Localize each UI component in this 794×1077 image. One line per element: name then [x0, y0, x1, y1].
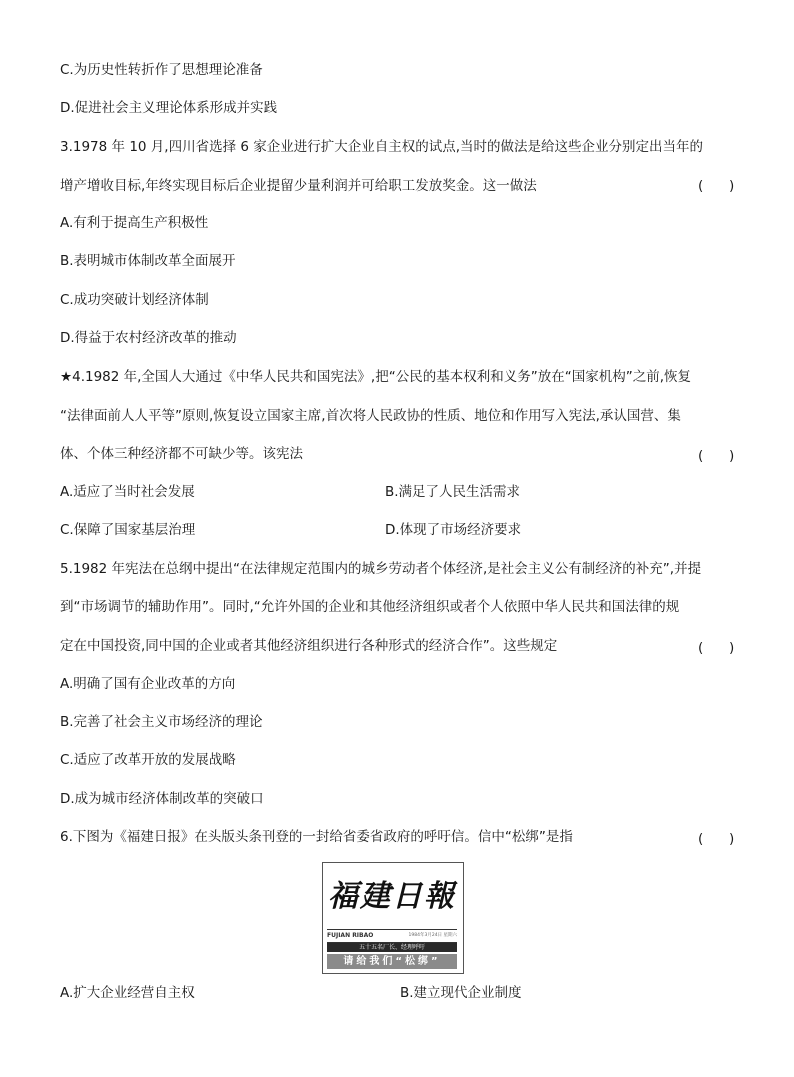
q6-stem-line-1: 6.下图为《福建日报》在头版头条刊登的一封给省委省政府的呼吁信。信中“松绑”是指 [60, 829, 573, 845]
q3-answer-paren: ( ) [698, 178, 735, 194]
newspaper-date: 1984年3月24日 星期六 [408, 933, 457, 938]
q4-answer-paren: ( ) [698, 448, 735, 464]
q6-option-b: B.建立现代企业制度 [400, 985, 522, 1001]
q3-option-b: B.表明城市体制改革全面展开 [60, 253, 236, 269]
newspaper-meta-bar [327, 929, 457, 943]
q3-stem-line-2: 增产增收目标,年终实现目标后企业提留少量利润并可给职工发放奖金。这一做法 [60, 178, 537, 194]
q3-stem-line-1: 3.1978 年 10 月,四川省选择 6 家企业进行扩大企业自主权的试点,当时的做法是给这些企业分别定出当年的 [60, 139, 704, 155]
q2-option-c: C.为历史性转折作了思想理论准备 [60, 62, 263, 78]
q4-stem-line-2: “法律面前人人平等”原则,恢复设立国家主席,首次将人民政协的性质、地位和作用写入宪法,承认国营、集 [60, 408, 681, 424]
q4-option-b: B.满足了人民生活需求 [385, 484, 521, 500]
q5-option-a: A.明确了国有企业改革的方向 [60, 676, 236, 692]
newspaper-subhead: 五十五名厂长、经理呼吁 [327, 943, 457, 952]
q5-option-c: C.适应了改革开放的发展战略 [60, 752, 236, 768]
newspaper-masthead: 福建日報 [328, 879, 456, 914]
newspaper-english-name: FUJIAN RIBAO [327, 932, 374, 939]
q3-option-c: C.成功突破计划经济体制 [60, 292, 209, 308]
q5-stem-line-3: 定在中国投资,同中国的企业或者其他经济组织进行各种形式的经济合作”。这些规定 [60, 638, 558, 654]
q2-option-d: D.促进社会主义理论体系形成并实践 [60, 100, 278, 116]
q5-stem-line-2: 到“市场调节的辅助作用”。同时,“允许外国的企业和其他经济组织或者个人依照中华人民共和国法律的规 [60, 599, 680, 615]
q4-option-c: C.保障了国家基层治理 [60, 522, 196, 538]
q5-answer-paren: ( ) [698, 640, 735, 656]
q4-stem-line-3: 体、个体三种经济都不可缺少等。该宪法 [60, 446, 303, 462]
q5-option-d: D.成为城市经济体制改革的突破口 [60, 791, 264, 807]
q5-option-b: B.完善了社会主义市场经济的理论 [60, 714, 263, 730]
q5-stem-line-1: 5.1982 年宪法在总纲中提出“在法律规定范围内的城乡劳动者个体经济,是社会主义公有制经济的补充”,并提 [60, 561, 702, 577]
q3-option-a: A.有利于提高生产积极性 [60, 215, 209, 231]
newspaper-image [322, 862, 464, 974]
q4-option-a: A.适应了当时社会发展 [60, 484, 195, 500]
q6-answer-paren: ( ) [698, 831, 735, 847]
q4-stem-line-1: ★4.1982 年,全国人大通过《中华人民共和国宪法》,把“公民的基本权利和义务”放在“国家机构”之前,恢复 [60, 369, 691, 385]
newspaper-headline: 请给我们“松绑” [327, 954, 457, 969]
q4-option-d: D.体现了市场经济要求 [385, 522, 522, 538]
q6-option-a: A.扩大企业经营自主权 [60, 985, 195, 1001]
q3-option-d: D.得益于农村经济改革的推动 [60, 330, 237, 346]
